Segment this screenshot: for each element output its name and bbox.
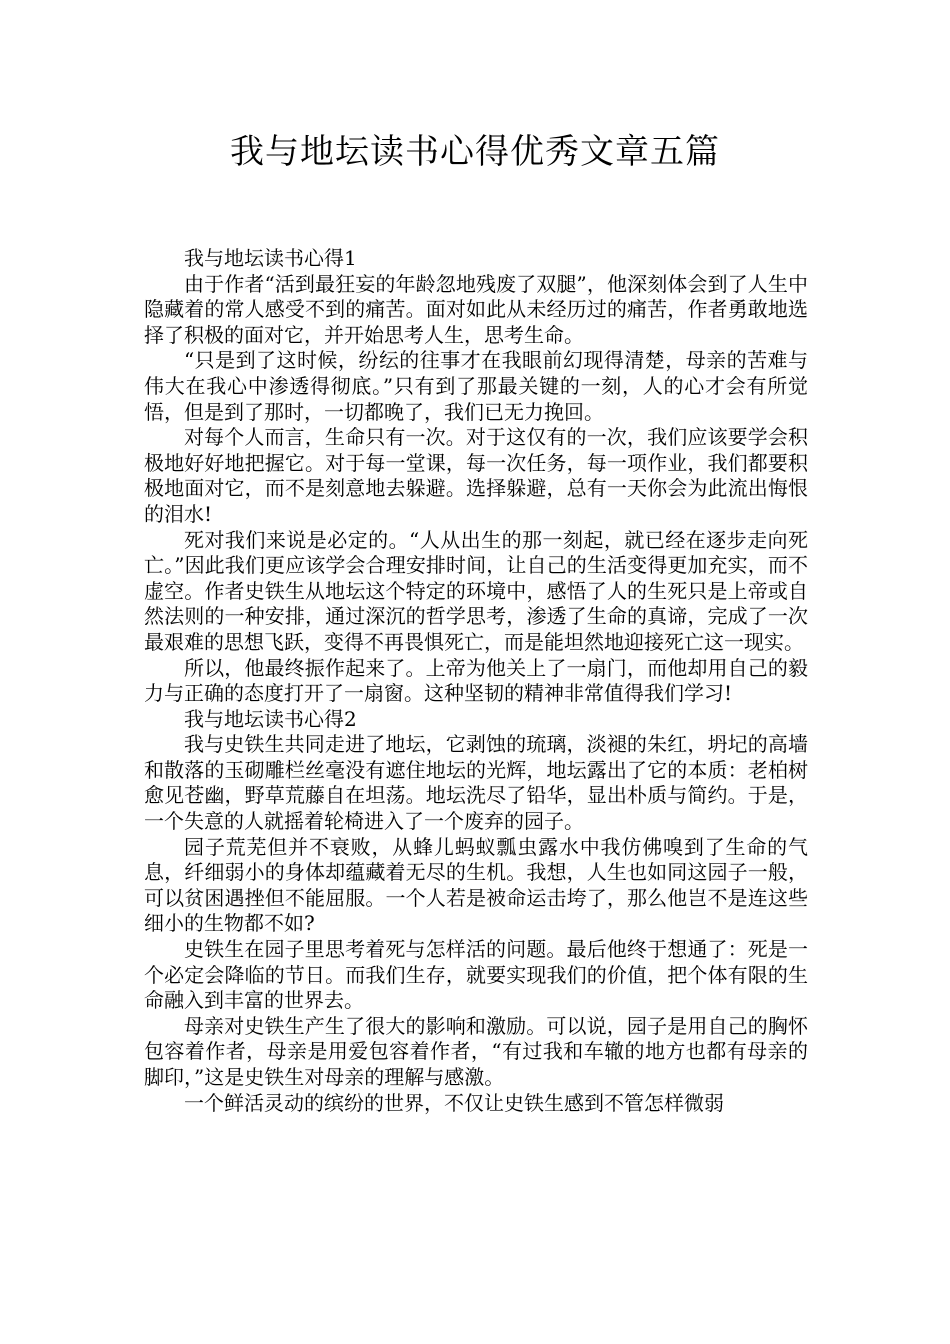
document-title: 我与地坛读书心得优秀文章五篇	[230, 132, 720, 172]
paragraph: 我与史铁生共同走进了地坛，它剥蚀的琉璃，淡褪的朱红，坍圮的高墙和散落的玉砌雕栏丝毫没有遮住地坛的光辉，地坛露出了它的本质：老柏树愈见苍幽，野草荒藤自在坦荡。地坛洗尽了铅华，显出朴质与简约。于是，一个失意的人就摇着轮椅进入了一个废弃的园子。	[144, 732, 808, 834]
paragraph: 对每个人而言，生命只有一次。对于这仅有的一次，我们应该要学会积极地好好地把握它。对于每一堂课，每一次任务，每一项作业，我们都要积极地面对它，而不是刻意地去躲避。选择躲避，总有一天你会为此流出悔恨的泪水!	[144, 425, 808, 526]
paragraph: 由于作者“活到最狂妄的年龄忽地残废了双腿”，他深刻体会到了人生中隐藏着的常人感受不到的痛苦。面对如此从未经历过的痛苦，作者勇敢地选择了积极的面对它，并开始思考人生，思考生命。	[144, 271, 808, 347]
paragraph: 园子荒芜但并不衰败，从蜂儿蚂蚁瓢虫露水中我仿佛嗅到了生命的气息，纤细弱小的身体却蕴藏着无尽的生机。我想，人生也如同这园子一般，可以贫困遇挫但不能屈服。一个人若是被命运击垮了，那么他岂不是连这些细小的生物都不如?	[144, 834, 808, 936]
paragraph: 死对我们来说是必定的。“人从出生的那一刻起，就已经在逐步走向死亡。”因此我们更应该学会合理安排时间，让自己的生活变得更加充实，而不虚空。作者史铁生从地坛这个特定的环境中，感悟了人的生死只是上帝或自然法则的一种安排，通过深沉的哲学思考，渗透了生命的真谛，完成了一次最艰难的思想飞跃，变得不再畏惧死亡，而是能坦然地迎接死亡这一现实。	[144, 527, 808, 654]
paragraph: 母亲对史铁生产生了很大的影响和激励。可以说，园子是用自己的胸怀包容着作者，母亲是用爱包容着作者，“有过我和车辙的地方也都有母亲的脚印，”这是史铁生对母亲的理解与感激。	[144, 1013, 808, 1089]
paragraph: “只是到了这时候，纷纭的往事才在我眼前幻现得清楚，母亲的苦难与伟大在我心中渗透得彻底。”只有到了那最关键的一刻，人的心才会有所觉悟，但是到了那时，一切都晚了，我们已无力挽回。	[144, 348, 808, 424]
paragraph: 一个鲜活灵动的缤纷的世界，不仅让史铁生感到不管怎样微弱	[184, 1090, 724, 1115]
section-heading: 我与地坛读书心得1	[184, 246, 357, 270]
paragraph: 所以，他最终振作起来了。上帝为他关上了一扇门，而他却用自己的毅力与正确的态度打开了一扇窗。这种坚韧的精神非常值得我们学习!	[144, 655, 808, 706]
paragraph: 史铁生在园子里思考着死与怎样活的问题。最后他终于想通了：死是一个必定会降临的节日。而我们生存，就要实现我们的价值，把个体有限的生命融入到丰富的世界去。	[144, 937, 808, 1013]
document-body	[144, 246, 808, 1116]
section-heading: 我与地坛读书心得2	[184, 706, 357, 731]
